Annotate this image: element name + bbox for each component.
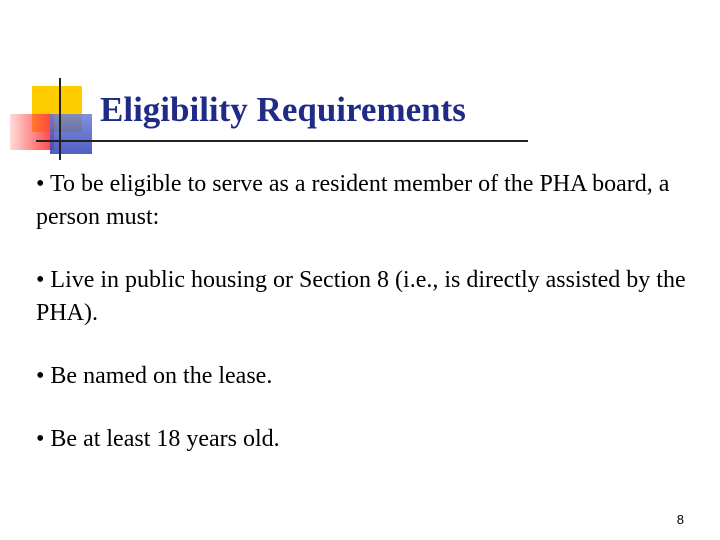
- bullet-named-on-lease: • Be named on the lease.: [36, 363, 273, 389]
- title-accent-red-square: [10, 114, 54, 150]
- slide-body: [36, 168, 696, 486]
- title-underline: [36, 140, 528, 142]
- slide-title: Eligibility Requirements: [100, 90, 466, 129]
- bullet-age-requirement: • Be at least 18 years old.: [36, 426, 280, 452]
- bullet-eligibility-intro: • To be eligible to serve as a resident member of the PHA board, a person must:: [36, 171, 670, 230]
- page-number: 8: [676, 512, 684, 527]
- title-accent-blue-square: [50, 114, 92, 154]
- title-accent-vertical-line: [59, 78, 61, 160]
- bullet-live-in-housing: • Live in public housing or Section 8 (i.e., is directly assisted by the PHA).: [36, 267, 686, 326]
